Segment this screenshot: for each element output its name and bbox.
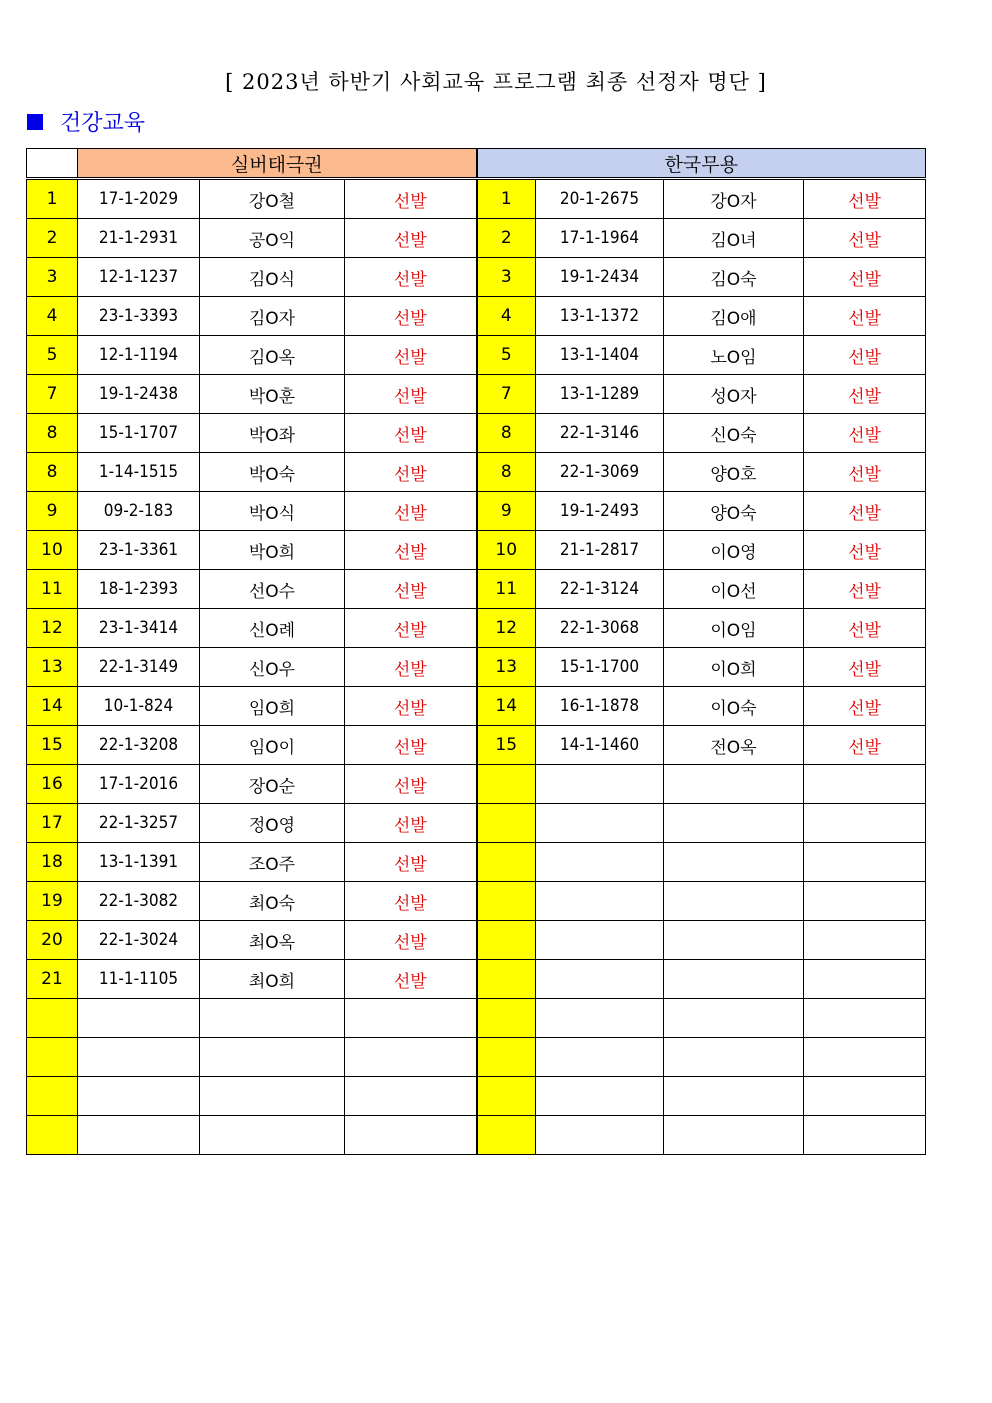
- left-status-cell: 선발: [345, 960, 477, 999]
- right-status-cell: 선발: [804, 219, 926, 258]
- right-name-cell: [664, 960, 804, 999]
- left-num-cell: 2: [27, 219, 78, 258]
- table-row: [27, 297, 926, 336]
- right-name-cell: 이O숙: [664, 687, 804, 726]
- page-title: [ 2023년 하반기 사회교육 프로그램 최종 선정자 명단 ]: [225, 70, 767, 94]
- right-status-cell: 선발: [804, 570, 926, 609]
- right-status-cell: [804, 921, 926, 960]
- right-name-cell: 김O녀: [664, 219, 804, 258]
- right-num-cell: [477, 1038, 536, 1077]
- table-row: [27, 414, 926, 453]
- right-id-cell: [536, 960, 664, 999]
- right-name-cell: 전O옥: [664, 726, 804, 765]
- right-status-cell: 선발: [804, 726, 926, 765]
- selection-table: [26, 148, 926, 1155]
- table-row: [27, 765, 926, 804]
- right-name-cell: [664, 804, 804, 843]
- right-num-cell: [477, 843, 536, 882]
- right-id-cell: 17-1-1964: [536, 219, 664, 258]
- right-id-cell: [536, 765, 664, 804]
- right-name-cell: 이O영: [664, 531, 804, 570]
- right-id-cell: [536, 843, 664, 882]
- left-num-cell: 17: [27, 804, 78, 843]
- left-num-cell: 4: [27, 297, 78, 336]
- right-status-cell: 선발: [804, 531, 926, 570]
- left-name-cell: 최O옥: [200, 921, 345, 960]
- left-num-cell: 5: [27, 336, 78, 375]
- left-id-cell: [78, 1038, 200, 1077]
- right-status-cell: 선발: [804, 297, 926, 336]
- right-name-cell: 노O임: [664, 336, 804, 375]
- left-name-cell: 신O례: [200, 609, 345, 648]
- section-heading: [27, 106, 145, 137]
- right-status-cell: [804, 960, 926, 999]
- left-name-cell: 박O숙: [200, 453, 345, 492]
- left-id-cell: 22-1-3208: [78, 726, 200, 765]
- right-id-cell: 22-1-3068: [536, 609, 664, 648]
- left-num-cell: 21: [27, 960, 78, 999]
- right-status-cell: 선발: [804, 258, 926, 297]
- right-status-cell: [804, 765, 926, 804]
- left-num-cell: 11: [27, 570, 78, 609]
- left-id-cell: 22-1-3082: [78, 882, 200, 921]
- left-num-cell: [27, 1038, 78, 1077]
- right-id-cell: [536, 804, 664, 843]
- right-status-cell: 선발: [804, 414, 926, 453]
- right-num-cell: 1: [477, 179, 536, 219]
- left-id-cell: [78, 999, 200, 1038]
- left-num-cell: 8: [27, 414, 78, 453]
- table-header-row: [27, 149, 926, 179]
- left-num-cell: 9: [27, 492, 78, 531]
- right-name-cell: [664, 1077, 804, 1116]
- right-num-cell: 5: [477, 336, 536, 375]
- left-name-cell: [200, 999, 345, 1038]
- right-name-cell: [664, 921, 804, 960]
- left-id-cell: 21-1-2931: [78, 219, 200, 258]
- program-header-korean-dance: 한국무용: [477, 149, 926, 179]
- right-status-cell: 선발: [804, 492, 926, 531]
- right-id-cell: [536, 882, 664, 921]
- right-name-cell: 양O호: [664, 453, 804, 492]
- left-num-cell: 12: [27, 609, 78, 648]
- right-status-cell: 선발: [804, 609, 926, 648]
- left-id-cell: 22-1-3024: [78, 921, 200, 960]
- left-status-cell: 선발: [345, 219, 477, 258]
- left-num-cell: 18: [27, 843, 78, 882]
- left-status-cell: [345, 999, 477, 1038]
- left-name-cell: 신O우: [200, 648, 345, 687]
- left-status-cell: 선발: [345, 375, 477, 414]
- right-id-cell: 16-1-1878: [536, 687, 664, 726]
- left-status-cell: 선발: [345, 882, 477, 921]
- left-name-cell: 박O훈: [200, 375, 345, 414]
- left-status-cell: 선발: [345, 179, 477, 219]
- left-num-cell: 15: [27, 726, 78, 765]
- right-name-cell: 김O숙: [664, 258, 804, 297]
- left-status-cell: [345, 1038, 477, 1077]
- right-status-cell: [804, 1038, 926, 1077]
- right-name-cell: 성O자: [664, 375, 804, 414]
- right-id-cell: 14-1-1460: [536, 726, 664, 765]
- right-num-cell: 2: [477, 219, 536, 258]
- left-name-cell: 박O희: [200, 531, 345, 570]
- left-name-cell: 최O희: [200, 960, 345, 999]
- left-name-cell: 김O식: [200, 258, 345, 297]
- right-status-cell: 선발: [804, 648, 926, 687]
- left-status-cell: 선발: [345, 609, 477, 648]
- left-status-cell: [345, 1077, 477, 1116]
- right-id-cell: [536, 1077, 664, 1116]
- left-name-cell: [200, 1038, 345, 1077]
- right-num-cell: [477, 804, 536, 843]
- left-num-cell: 1: [27, 179, 78, 219]
- right-id-cell: 13-1-1372: [536, 297, 664, 336]
- table-row: [27, 1038, 926, 1077]
- right-num-cell: 8: [477, 414, 536, 453]
- left-name-cell: 강O철: [200, 179, 345, 219]
- right-status-cell: [804, 882, 926, 921]
- right-name-cell: 강O자: [664, 179, 804, 219]
- table-row: [27, 531, 926, 570]
- right-name-cell: 이O임: [664, 609, 804, 648]
- table-row: [27, 1116, 926, 1155]
- right-name-cell: 양O숙: [664, 492, 804, 531]
- right-id-cell: 15-1-1700: [536, 648, 664, 687]
- right-name-cell: [664, 999, 804, 1038]
- left-name-cell: 박O식: [200, 492, 345, 531]
- right-num-cell: [477, 882, 536, 921]
- right-num-cell: 12: [477, 609, 536, 648]
- right-status-cell: 선발: [804, 687, 926, 726]
- left-status-cell: 선발: [345, 336, 477, 375]
- left-status-cell: 선발: [345, 531, 477, 570]
- left-id-cell: 11-1-1105: [78, 960, 200, 999]
- left-id-cell: 18-1-2393: [78, 570, 200, 609]
- table-row: [27, 999, 926, 1038]
- square-bullet-icon: [27, 114, 43, 130]
- right-id-cell: 13-1-1289: [536, 375, 664, 414]
- left-num-cell: 14: [27, 687, 78, 726]
- left-id-cell: 10-1-824: [78, 687, 200, 726]
- left-name-cell: 공O익: [200, 219, 345, 258]
- left-num-cell: 3: [27, 258, 78, 297]
- right-num-cell: [477, 921, 536, 960]
- table-row: [27, 921, 926, 960]
- right-id-cell: 19-1-2493: [536, 492, 664, 531]
- left-num-cell: 13: [27, 648, 78, 687]
- left-name-cell: [200, 1077, 345, 1116]
- right-id-cell: [536, 999, 664, 1038]
- left-name-cell: 선O수: [200, 570, 345, 609]
- right-status-cell: 선발: [804, 375, 926, 414]
- table-row: [27, 804, 926, 843]
- left-name-cell: 최O숙: [200, 882, 345, 921]
- right-name-cell: 김O애: [664, 297, 804, 336]
- left-status-cell: 선발: [345, 843, 477, 882]
- right-id-cell: 20-1-2675: [536, 179, 664, 219]
- right-status-cell: 선발: [804, 453, 926, 492]
- left-id-cell: 23-1-3393: [78, 297, 200, 336]
- right-id-cell: [536, 921, 664, 960]
- left-id-cell: 19-1-2438: [78, 375, 200, 414]
- header-corner-cell: [27, 149, 78, 179]
- left-id-cell: 23-1-3361: [78, 531, 200, 570]
- right-num-cell: 15: [477, 726, 536, 765]
- left-id-cell: [78, 1077, 200, 1116]
- left-status-cell: 선발: [345, 453, 477, 492]
- table-row: [27, 570, 926, 609]
- left-status-cell: 선발: [345, 921, 477, 960]
- right-num-cell: [477, 999, 536, 1038]
- right-num-cell: 3: [477, 258, 536, 297]
- table-row: [27, 648, 926, 687]
- right-id-cell: 22-1-3146: [536, 414, 664, 453]
- left-name-cell: 장O순: [200, 765, 345, 804]
- table-row: [27, 843, 926, 882]
- left-status-cell: 선발: [345, 258, 477, 297]
- right-name-cell: [664, 1116, 804, 1155]
- right-status-cell: 선발: [804, 336, 926, 375]
- right-id-cell: 19-1-2434: [536, 258, 664, 297]
- left-status-cell: 선발: [345, 804, 477, 843]
- left-num-cell: [27, 1077, 78, 1116]
- right-name-cell: [664, 843, 804, 882]
- left-name-cell: 김O옥: [200, 336, 345, 375]
- right-num-cell: [477, 960, 536, 999]
- table-row: [27, 609, 926, 648]
- left-status-cell: 선발: [345, 726, 477, 765]
- right-status-cell: [804, 1116, 926, 1155]
- left-num-cell: 19: [27, 882, 78, 921]
- table-row: [27, 336, 926, 375]
- table-row: [27, 960, 926, 999]
- table-row: [27, 219, 926, 258]
- left-id-cell: 17-1-2029: [78, 179, 200, 219]
- left-name-cell: 임O이: [200, 726, 345, 765]
- left-id-cell: 12-1-1237: [78, 258, 200, 297]
- table-row: [27, 882, 926, 921]
- left-status-cell: 선발: [345, 492, 477, 531]
- right-id-cell: 22-1-3069: [536, 453, 664, 492]
- left-id-cell: 09-2-183: [78, 492, 200, 531]
- right-name-cell: [664, 1038, 804, 1077]
- table-row: [27, 179, 926, 219]
- right-id-cell: [536, 1116, 664, 1155]
- left-name-cell: 김O자: [200, 297, 345, 336]
- left-id-cell: 17-1-2016: [78, 765, 200, 804]
- left-id-cell: 22-1-3257: [78, 804, 200, 843]
- left-name-cell: 박O좌: [200, 414, 345, 453]
- table-row: [27, 687, 926, 726]
- left-status-cell: 선발: [345, 687, 477, 726]
- right-status-cell: [804, 1077, 926, 1116]
- right-id-cell: 21-1-2817: [536, 531, 664, 570]
- right-num-cell: [477, 1077, 536, 1116]
- left-num-cell: [27, 1116, 78, 1155]
- left-name-cell: 임O희: [200, 687, 345, 726]
- right-name-cell: [664, 882, 804, 921]
- left-id-cell: 12-1-1194: [78, 336, 200, 375]
- left-name-cell: [200, 1116, 345, 1155]
- right-name-cell: 이O선: [664, 570, 804, 609]
- right-id-cell: [536, 1038, 664, 1077]
- right-status-cell: [804, 843, 926, 882]
- left-status-cell: [345, 1116, 477, 1155]
- right-id-cell: 13-1-1404: [536, 336, 664, 375]
- left-name-cell: 조O주: [200, 843, 345, 882]
- right-status-cell: [804, 804, 926, 843]
- table-row: [27, 375, 926, 414]
- right-id-cell: 22-1-3124: [536, 570, 664, 609]
- right-status-cell: 선발: [804, 179, 926, 219]
- left-id-cell: 22-1-3149: [78, 648, 200, 687]
- left-num-cell: 16: [27, 765, 78, 804]
- right-name-cell: 신O숙: [664, 414, 804, 453]
- right-num-cell: [477, 1116, 536, 1155]
- right-num-cell: 8: [477, 453, 536, 492]
- left-name-cell: 정O영: [200, 804, 345, 843]
- left-num-cell: 10: [27, 531, 78, 570]
- table-row: [27, 726, 926, 765]
- right-status-cell: [804, 999, 926, 1038]
- right-num-cell: 14: [477, 687, 536, 726]
- table-row: [27, 453, 926, 492]
- right-num-cell: [477, 765, 536, 804]
- left-num-cell: 8: [27, 453, 78, 492]
- table-row: [27, 492, 926, 531]
- right-num-cell: 4: [477, 297, 536, 336]
- program-header-silver-taichi: 실버태극권: [78, 149, 477, 179]
- left-num-cell: 7: [27, 375, 78, 414]
- right-num-cell: 7: [477, 375, 536, 414]
- left-num-cell: [27, 999, 78, 1038]
- left-status-cell: 선발: [345, 297, 477, 336]
- right-num-cell: 11: [477, 570, 536, 609]
- left-status-cell: 선발: [345, 765, 477, 804]
- left-id-cell: [78, 1116, 200, 1155]
- table-row: [27, 258, 926, 297]
- section-label: 건강교육: [60, 111, 146, 136]
- left-id-cell: 23-1-3414: [78, 609, 200, 648]
- right-name-cell: 이O희: [664, 648, 804, 687]
- right-num-cell: 10: [477, 531, 536, 570]
- left-status-cell: 선발: [345, 570, 477, 609]
- right-num-cell: 9: [477, 492, 536, 531]
- left-num-cell: 20: [27, 921, 78, 960]
- left-status-cell: 선발: [345, 648, 477, 687]
- table-row: [27, 1077, 926, 1116]
- right-num-cell: 13: [477, 648, 536, 687]
- left-id-cell: 1-14-1515: [78, 453, 200, 492]
- right-name-cell: [664, 765, 804, 804]
- left-id-cell: 13-1-1391: [78, 843, 200, 882]
- left-id-cell: 15-1-1707: [78, 414, 200, 453]
- left-status-cell: 선발: [345, 414, 477, 453]
